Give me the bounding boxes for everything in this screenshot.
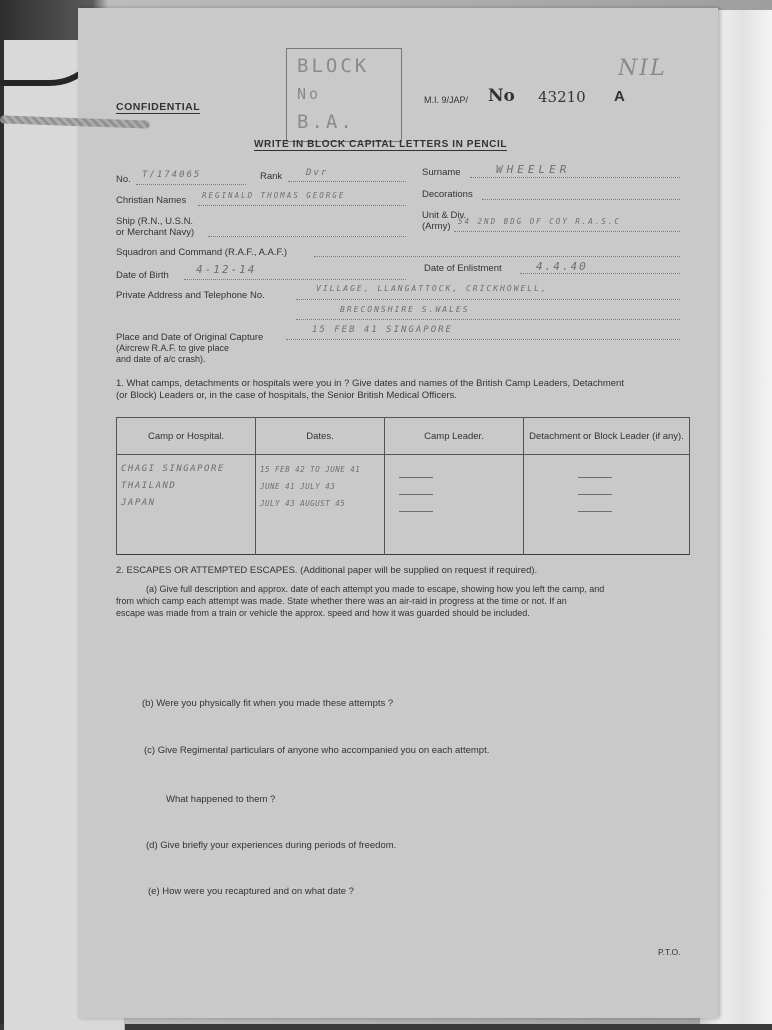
confidential-label: CONFIDENTIAL [116,101,201,113]
unit-label-1: Unit & Div. [422,210,467,221]
address-value-1: VILLAGE, LLANGATTOCK, CRICKHOWELL, [316,284,548,293]
q2-a-line-3: escape was made from a train or vehicle the approx. speed and how it was guarded should be included. [116,608,530,618]
pencil-dash [578,503,612,512]
rank-value: Dvr [306,168,329,178]
form-instruction: WRITE IN BLOCK CAPITAL LETTERS IN PENCIL [254,139,508,150]
pencil-dash [578,486,612,495]
surname-line [470,177,680,178]
camp-leader-cell [385,455,524,555]
q1-text [116,378,696,402]
form-sheet [78,8,718,1018]
stamp-line-1: BLOCK [297,55,370,77]
enlistment-label: Date of Enlistment [424,263,502,274]
pto-label: P.T.O. [658,947,681,957]
q2-a [116,583,696,619]
decorations-label: Decorations [422,189,473,200]
ship-label-1: Ship (R.N., U.S.N. [116,216,194,227]
detachment-leader-cell [524,455,690,555]
ship-label-2: or Merchant Navy) [116,227,195,238]
q2-a-line-1: (a) Give full description and approx. date of each attempt you made to escape, showing how you left the camp, and [146,584,605,594]
capture-value: 15 FEB 41 SINGAPORE [312,325,453,335]
serial-suffix: A [614,88,625,105]
q2-title: 2. ESCAPES OR ATTEMPTED ESCAPES. (Additional paper will be supplied on request if required). [116,565,538,576]
surname-label: Surname [422,167,461,178]
rank-line [288,181,406,182]
stamp-line-2: No [297,85,322,103]
decorations-line [482,199,680,200]
capture-label-2: (Aircrew R.A.F. to give place [116,343,230,353]
camps-cell [117,455,256,555]
q1-text-line-2: (or Block) Leaders or, in the case of hospitals, the Senior British Medical Officers. [116,390,457,401]
address-line-2 [296,319,680,320]
date-entry: 15 FEB 42 TO JUNE 41 [260,465,361,474]
camps-table [116,417,690,555]
q2-c-sub: What happened to them ? [166,794,276,805]
surname-value: WHEELER [496,163,571,176]
christian-names-line [198,205,406,206]
pencil-dash [399,469,433,478]
ship-line [208,236,406,237]
rank-label: Rank [260,171,283,182]
q1-text-line-1: 1. What camps, detachments or hospitals were you in ? Give dates and names of the British Camp Leaders, Detachment [116,378,624,389]
col-detachment-leader: Detachment or Block Leader (if any). [524,418,690,455]
pencil-dash [578,469,612,478]
christian-names-value: REGINALD THOMAS GEORGE [202,191,346,200]
camp-entry: CHAGI SINGAPORE [121,464,225,474]
col-camp-leader: Camp Leader. [385,418,524,455]
mi-reference: M.I. 9/JAP/ [424,95,469,105]
q2-e: (e) How were you recaptured and on what date ? [148,886,354,897]
q2-a-line-2: from which camp each attempt was made. State whether there was an air-raid in progress at the time or not. If an [116,596,567,606]
col-camp: Camp or Hospital. [117,418,256,455]
address-label: Private Address and Telephone No. [116,290,265,301]
unit-line [454,231,680,232]
pencil-dash [399,503,433,512]
capture-label-3: and date of a/c crash). [116,354,206,364]
pencil-dash [399,486,433,495]
serial-number: 43210 [538,88,586,106]
camp-entry: JAPAN [121,498,156,508]
squadron-line [314,256,680,257]
camp-entry: THAILAND [121,481,177,491]
enlistment-line [520,273,680,274]
dates-cell [256,455,385,555]
squadron-label: Squadron and Command (R.A.F., A.A.F.) [116,247,288,258]
col-dates: Dates. [256,418,385,455]
no-value: T/174065 [142,170,202,180]
capture-line [286,339,680,340]
q2-c: (c) Give Regimental particulars of anyone who accompanied you on each attempt. [144,745,490,756]
date-entry: JULY 43 AUGUST 45 [260,499,346,508]
date-entry: JUNE 41 JULY 43 [260,482,336,491]
nil-note: NIL [618,56,667,81]
no-label: No. [116,174,131,185]
enlistment-value: 4.4.40 [536,260,588,273]
unit-label-2: (Army) [422,221,451,232]
block-stamp [286,48,402,142]
capture-label-1: Place and Date of Original Capture [116,332,264,343]
address-value-2: BRECONSHIRE S.WALES [340,305,470,314]
christian-names-label: Christian Names [116,195,187,206]
unit-value: 54 2ND BDG OF COY R.A.S.C [458,217,621,226]
q2-b: (b) Were you physically fit when you made these attempts ? [142,698,394,709]
serial-no-label: No [488,86,515,106]
no-line [136,184,246,185]
q2-d: (d) Give briefly your experiences during periods of freedom. [146,840,397,851]
dob-label: Date of Birth [116,270,169,281]
address-line-1 [296,299,680,300]
stamp-line-3: B.A. [297,111,355,133]
dob-value: 4-12-14 [196,263,257,276]
dob-line [184,279,406,280]
